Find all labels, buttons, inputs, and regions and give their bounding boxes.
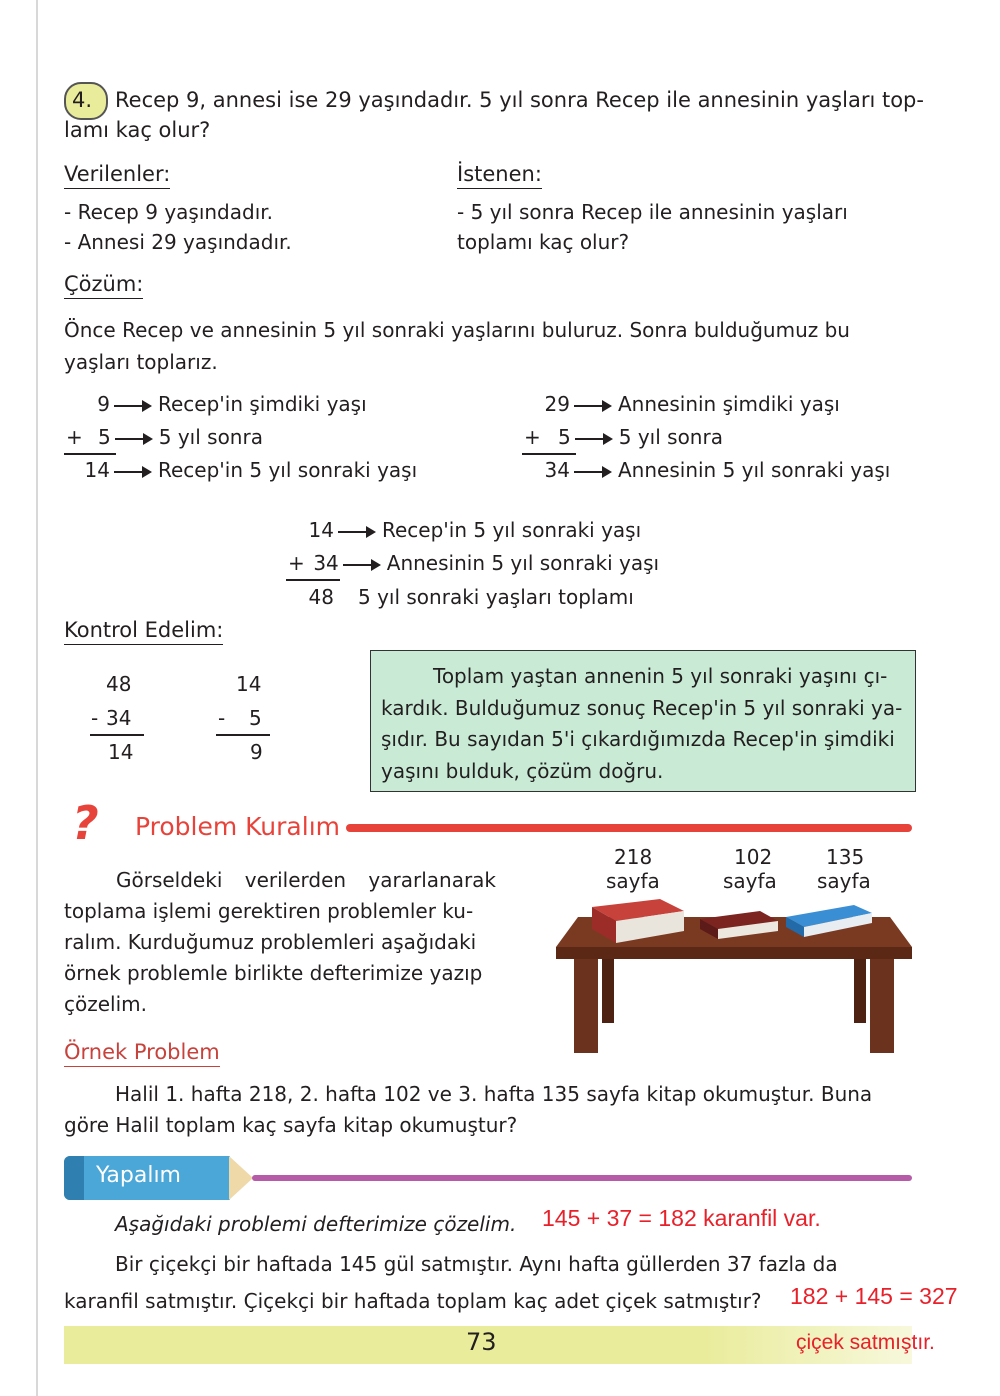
calc-total-rule: [286, 579, 340, 581]
arrow-icon: [574, 471, 610, 473]
calc-recep-b-label: 5 yıl sonra: [158, 425, 263, 449]
book2-pages-word: sayfa: [723, 869, 777, 893]
calc-anne-rule: [522, 453, 576, 455]
example-heading: Örnek Problem: [64, 1040, 220, 1067]
calc-anne-op: +: [524, 425, 541, 449]
example-line1: Halil 1. hafta 218, 2. hafta 102 ve 3. hafta 135 sayfa kitap okumuştur. Buna: [115, 1082, 873, 1106]
arrow-icon: [343, 564, 379, 566]
book3-pages: 135: [826, 845, 865, 869]
yapalim-line2: karanfil satmıştır. Çiçekçi bir haftada toplam kaç adet çiçek satmıştır?: [64, 1289, 762, 1313]
problem-build-red-line: [346, 824, 912, 832]
asked-item-1: - 5 yıl sonra Recep ile annesinin yaşları: [457, 200, 848, 224]
calc-total-b: 34: [313, 551, 339, 575]
page-number: 73: [466, 1328, 497, 1356]
calc-anne-b-label: 5 yıl sonra: [618, 425, 723, 449]
answer-line3: çiçek satmıştır.: [796, 1331, 935, 1354]
check-note-line1: Toplam yaştan annenin 5 yıl sonraki yaşını çı-: [433, 664, 888, 688]
problem-build-p3: ralım. Kurduğumuz problemleri aşağıdaki: [64, 930, 477, 954]
check2-rule: [216, 734, 270, 736]
yapalim-line1: Bir çiçekçi bir haftada 145 gül satmıştır. Aynı hafta güllerden 37 fazla da: [115, 1252, 838, 1276]
arrow-icon: [575, 438, 611, 440]
calc-anne-b: 5: [558, 425, 571, 449]
calc-total-row3: [288, 585, 634, 609]
given-item-1: - Recep 9 yaşındadır.: [64, 200, 274, 224]
check1-a: 48: [106, 672, 132, 696]
pencil-tip: [229, 1156, 253, 1200]
calc-anne-row3: [524, 458, 890, 482]
yapalim-label: Yapalım: [96, 1163, 181, 1188]
calc-recep-a: 9: [97, 392, 110, 416]
check2-op: -: [218, 706, 226, 730]
given-item-2: - Annesi 29 yaşındadır.: [64, 230, 292, 254]
calc-total-row2: [288, 551, 659, 575]
problem-build-p5: çözelim.: [64, 992, 147, 1016]
calc-total-row1: [288, 518, 641, 542]
check1-rule: [90, 734, 144, 736]
calc-total-b-label: Annesinin 5 yıl sonraki yaşı: [386, 551, 660, 575]
arrow-icon: [338, 531, 374, 533]
arrow-icon: [114, 471, 150, 473]
calc-recep-sum-label: Recep'in 5 yıl sonraki yaşı: [158, 458, 418, 482]
calc-recep-row3: [66, 458, 417, 482]
book2-pages: 102: [734, 845, 773, 869]
check1-op: -: [91, 706, 99, 730]
problem-build-p1: Görseldeki verilerden yararlanarak: [116, 868, 497, 892]
solution-line2: yaşları toplarız.: [64, 350, 218, 374]
calc-recep-op: +: [66, 425, 83, 449]
calc-anne-a-label: Annesinin şimdiki yaşı: [618, 392, 840, 416]
calc-anne-sum-label: Annesinin 5 yıl sonraki yaşı: [618, 458, 891, 482]
arrow-icon: [574, 405, 610, 407]
check1-result: 14: [108, 740, 134, 764]
yapalim-purple-line: [252, 1175, 912, 1181]
table-with-books-illustration: [550, 895, 920, 1060]
asked-item-2: toplamı kaç olur?: [457, 230, 630, 254]
problem-build-p2: toplama işlemi gerektiren problemler ku-: [64, 899, 474, 923]
book1-pages-word: sayfa: [606, 869, 660, 893]
problem-text-line2: lamı kaç olur?: [64, 118, 211, 142]
arrow-icon: [115, 438, 151, 440]
calc-total-a: 14: [308, 518, 334, 542]
calc-anne-a: 29: [544, 392, 570, 416]
calc-recep-a-label: Recep'in şimdiki yaşı: [158, 392, 367, 416]
check-heading: Kontrol Edelim:: [64, 618, 223, 645]
problem-build-title: Problem Kuralım: [135, 812, 340, 841]
calc-total-sum: 48: [308, 585, 334, 609]
solution-line1: Önce Recep ve annesinin 5 yıl sonraki yaşlarını buluruz. Sonra bulduğumuz bu: [64, 318, 850, 342]
check1-b: 34: [106, 706, 132, 730]
arrow-icon: [114, 405, 150, 407]
calc-total-op: +: [288, 551, 305, 575]
page-edge: [36, 0, 38, 1396]
calc-recep-rule: [64, 453, 116, 455]
calc-anne-row1: [524, 392, 840, 416]
calc-recep-row2: [66, 425, 263, 449]
problem-build-p4: örnek problemle birlikte defterimize yazıp: [64, 961, 483, 985]
check2-a: 14: [236, 672, 262, 696]
book3-pages-word: sayfa: [817, 869, 871, 893]
answer-line2: 182 + 145 = 327: [790, 1283, 958, 1309]
problem-number: 4.: [72, 88, 93, 112]
check2-result: 9: [250, 740, 263, 764]
pencil-eraser: [64, 1156, 84, 1200]
yapalim-instruction: Aşağıdaki problemi defterimize çözelim.: [115, 1212, 517, 1236]
calc-total-a-label: Recep'in 5 yıl sonraki yaşı: [382, 518, 642, 542]
calc-recep-b: 5: [98, 425, 111, 449]
calc-recep-sum: 14: [84, 458, 110, 482]
answer-line1: 145 + 37 = 182 karanfil var.: [542, 1205, 821, 1231]
question-mark-icon: ?: [72, 796, 99, 850]
given-heading: Verilenler:: [64, 162, 170, 189]
problem-text-line1: Recep 9, annesi ise 29 yaşındadır. 5 yıl sonra Recep ile annesinin yaşları top-: [115, 88, 924, 112]
check-note-line4: yaşını bulduk, çözüm doğru.: [381, 759, 664, 783]
check-note-line2: kardık. Bulduğumuz sonuç Recep'in 5 yıl sonraki ya-: [381, 696, 903, 720]
calc-anne-sum: 34: [544, 458, 570, 482]
check-note-line3: şıdır. Bu sayıdan 5'i çıkardığımızda Recep'in şimdiki: [381, 727, 895, 751]
example-line2: göre Halil toplam kaç sayfa kitap okumuştur?: [64, 1113, 518, 1137]
solution-heading: Çözüm:: [64, 272, 143, 299]
check2-b: 5: [249, 706, 262, 730]
calc-recep-row1: [66, 392, 367, 416]
book1-pages: 218: [614, 845, 653, 869]
asked-heading: İstenen:: [457, 162, 542, 189]
calc-anne-row2: [524, 425, 723, 449]
calc-total-sum-label: 5 yıl sonraki yaşları toplamı: [358, 585, 634, 609]
